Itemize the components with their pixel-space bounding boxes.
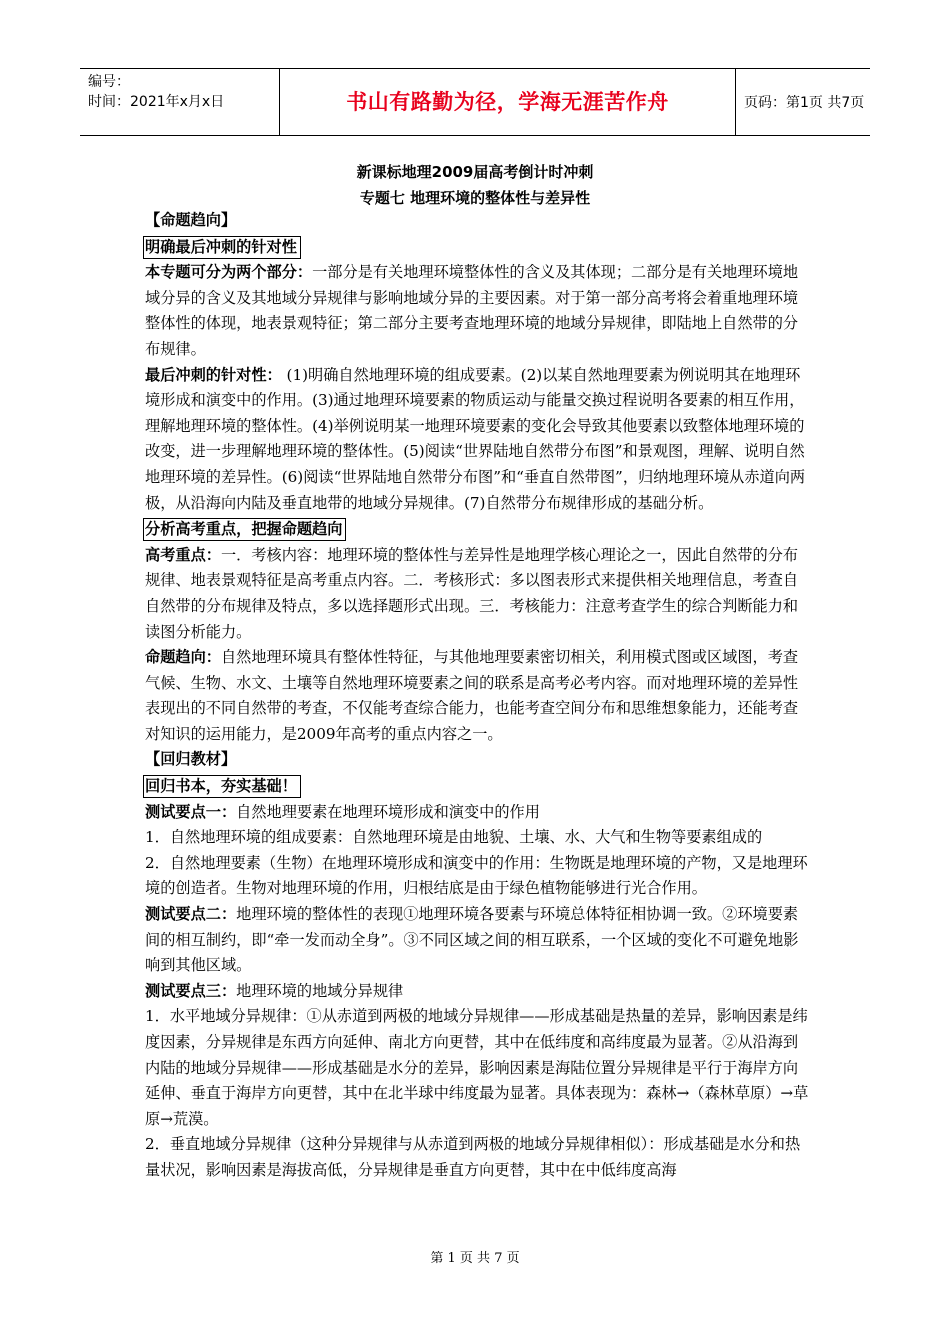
test-point-3: [145, 979, 810, 1005]
test-point-1-lead: 测试要点一：: [145, 802, 237, 821]
test-point-3-text: 地理环境的地域分异规律: [236, 981, 404, 1000]
test-point-2: [145, 902, 810, 979]
paragraph-key-points: [145, 543, 810, 645]
paragraph-targets: [145, 363, 810, 517]
paragraph-trend-text: 自然地理环境具有整体性特征，与其他地理要素密切相关，利用模式图或区域图，考查气候、生物、水文、土壤等自然地理环境要素之间的联系是高考必考内容。而对地理环境的差异性表现出的不同自然带的考查，不仅能考查综合能力，也能考查空间分布和思维想象能力，还能考查对知识的运用能力，是2009年高考的重点内容之一。: [145, 648, 799, 743]
document-subtitle: 专题七 地理环境的整体性与差异性: [359, 189, 591, 207]
boxed-heading-focus: 明确最后冲刺的针对性: [143, 236, 301, 259]
test-point-3-lead: 测试要点三：: [145, 981, 237, 1000]
test-point-1-text: 自然地理要素在地理环境形成和演变中的作用: [236, 802, 540, 821]
paragraph-trend-lead: 命题趋向：: [145, 648, 221, 667]
boxed-heading-basics: 回归书本，夯实基础！: [143, 775, 301, 798]
test-point-2-lead: 测试要点二：: [145, 905, 237, 924]
test-point-1-item-2: 2．自然地理要素（生物）在地理环境形成和演变中的作用：生物既是地理环境的产物，又是地理环境的创造者。生物对地理环境的作用，归根结底是由于绿色植物能够进行光合作用。: [145, 853, 808, 898]
test-point-2-text: 地理环境的整体性的表现①地理环境各要素与环境总体特征相协调一致。②环境要素间的相互制约，即“牵一发而动全身”。③不同区域之间的相互联系，一个区域的变化不可避免地影响到其他区域。: [145, 905, 799, 975]
header-motto: 书山有路勤为径，学海无涯苦作舟: [280, 69, 736, 135]
document-number-label: 编号：: [88, 74, 130, 90]
paragraph-scope: [145, 260, 810, 362]
document-body: [145, 208, 810, 1184]
page-header: [80, 68, 870, 136]
test-point-3-item-1: 1．水平地域分异规律：①从赤道到两极的地域分异规律——形成基础是热量的差异，影响因素是纬度因素，分异规律是东西方向延伸、南北方向更替，其中在低纬度和高纬度最为显著。②从沿海到内陆的地域分异规律——形成基础是水分的差异，影响因素是海陆位置分异规律是平行于海岸方向延伸、垂直于海岸方向更替，其中在北半球中纬度最为显著。具体表现为：森林→（森林草原）→草原→荒漠。: [145, 1007, 809, 1128]
section-heading-trend: 【命题趋向】: [145, 211, 237, 229]
document-title: 新课标地理2009届高考倒计时冲刺: [356, 163, 594, 181]
test-point-3-item-2: 2．垂直地域分异规律（这种分异规律与从赤道到两极的地域分异规律相似）：形成基础是水分和热量状况，影响因素是海拔高低，分异规律是垂直方向更替，其中在中低纬度高海: [145, 1135, 801, 1179]
paragraph-key-points-text: 一．考核内容：地理环境的整体性与差异性是地理学核心理论之一，因此自然带的分布规律、地表景观特征是高考重点内容。二．考核形式：多以图表形式来提供相关地理信息，考查自自然带的分布规律及特点，多以选择题形式出现。三．考核能力：注意考查学生的综合判断能力和读图分析能力。: [145, 545, 799, 641]
paragraph-key-points-lead: 高考重点：: [145, 545, 221, 564]
paragraph-scope-lead: 本专题可分为两个部分：: [145, 263, 313, 282]
test-point-1-item-1: 1．自然地理环境的组成要素：自然地理环境是由地貌、土壤、水、大气和生物等要素组成的: [145, 828, 763, 847]
paragraph-scope-text: 一部分是有关地理环境整体性的含义及其体现；二部分是有关地理环境地域分异的含义及其地域分异规律与影响地域分异的主要因素。对于第一部分高考将会着重地理环境整体性的体现，地表景观特征；第二部分主要考查地理环境的地域分异规律，即陆地上自然带的分布规律。: [145, 263, 799, 358]
section-heading-textbook: 【回归教材】: [145, 750, 237, 769]
header-meta: [80, 69, 280, 135]
paragraph-targets-text: (1)明确自然地理环境的组成要素。(2)以某自然地理要素为例说明其在地理环境形成和演变中的作用。(3)通过地理环境要素的物质运动与能量交换过程说明各要素的相互作用，理解地理环境的整体性。(4)举例说明某一地理环境要素的变化会导致其他要素以致整体地理环境的改变，进一步理解地理环境的整体性。(5)阅读“世界陆地自然带分布图”和景观图，理解、说明自然地理环境的差异性。(6)阅读“世界陆地自然带分布图”和“垂直自然带图”，归纳地理环境从赤道向两极，从沿海向内陆及垂直地带的地域分异规律。(7)自然带分布规律形成的基础分析。: [145, 365, 806, 512]
paragraph-trend: [145, 645, 810, 747]
paragraph-targets-lead: 最后冲刺的针对性：: [145, 365, 282, 384]
test-point-1: [145, 800, 810, 826]
boxed-heading-analysis: 分析高考重点，把握命题趋向: [143, 518, 346, 541]
document-date: 时间：2021年x月x日: [88, 94, 225, 110]
header-page-info: 页码：第1页 共7页: [744, 95, 865, 111]
page-footer: 第 1 页 共 7 页: [430, 1251, 520, 1266]
